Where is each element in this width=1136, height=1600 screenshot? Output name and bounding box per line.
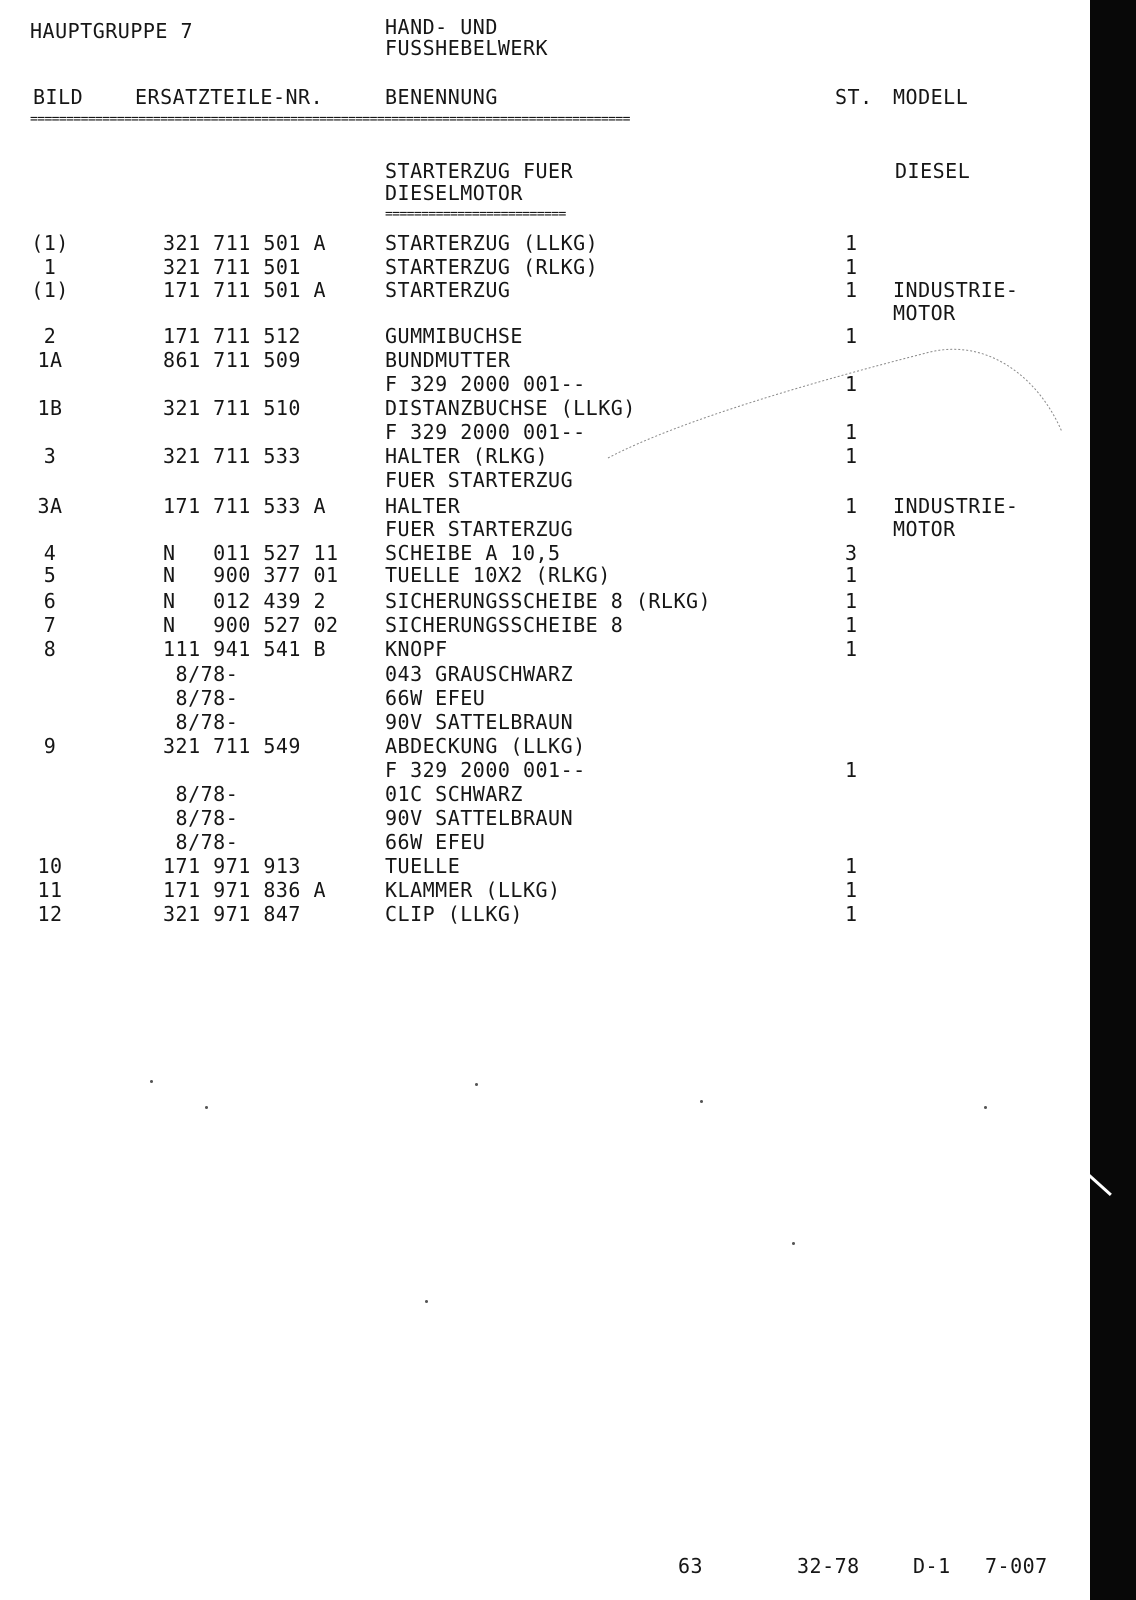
row-quantity: 1	[845, 324, 858, 348]
scan-speck	[700, 1100, 703, 1103]
row-quantity: 1	[845, 372, 858, 396]
row-quantity: 1	[845, 444, 858, 468]
row-quantity: 1	[845, 637, 858, 661]
row-name: STARTERZUG (LLKG)	[385, 231, 599, 255]
row-bild: (1)	[31, 278, 69, 302]
row-bild: 10	[37, 854, 63, 878]
row-name: F 329 2000 001--	[385, 758, 586, 782]
scan-speck	[205, 1106, 208, 1109]
row-name: FUER STARTERZUG	[385, 517, 574, 541]
column-header-model: MODELL	[893, 85, 969, 109]
row-name: ABDECKUNG (LLKG)	[385, 734, 586, 758]
scan-speck	[984, 1106, 987, 1109]
row-bild: 9	[43, 734, 57, 758]
row-name: F 329 2000 001--	[385, 420, 586, 444]
row-name: TUELLE 10X2 (RLKG)	[385, 563, 611, 587]
scan-speck	[475, 1083, 478, 1086]
row-model: INDUSTRIE-	[893, 494, 1019, 518]
row-name: GUMMIBUCHSE	[385, 324, 523, 348]
row-bild: 12	[37, 902, 63, 926]
row-part-number: 861 711 509	[163, 348, 301, 372]
column-header-name: BENENNUNG	[385, 85, 498, 109]
footer-code: D-1	[913, 1554, 951, 1578]
row-part-number: N 900 527 02	[163, 613, 339, 637]
row-quantity: 1	[845, 589, 858, 613]
row-quantity: 1	[845, 613, 858, 637]
row-name: HALTER (RLKG)	[385, 444, 549, 468]
row-name: 66W EFEU	[385, 686, 486, 710]
row-bild: 8	[43, 637, 57, 661]
row-name: TUELLE	[385, 854, 461, 878]
row-bild: 11	[37, 878, 63, 902]
row-quantity: 1	[845, 255, 858, 279]
row-name: KLAMMER (LLKG)	[385, 878, 561, 902]
row-bild: 6	[43, 589, 57, 613]
row-name: SICHERUNGSSCHEIBE 8 (RLKG)	[385, 589, 712, 613]
row-part-number: N 900 377 01	[163, 563, 339, 587]
row-part-number: 8/78-	[163, 782, 239, 806]
row-name: BUNDMUTTER	[385, 348, 511, 372]
group-title-line2: FUSSHEBELWERK	[385, 36, 549, 60]
row-part-number: 321 971 847	[163, 902, 301, 926]
footer-page-number: 63	[678, 1554, 704, 1578]
row-part-number: 171 711 533 A	[163, 494, 327, 518]
row-bild: 3A	[37, 494, 63, 518]
row-name: F 329 2000 001--	[385, 372, 586, 396]
row-bild: 3	[43, 444, 57, 468]
row-quantity: 1	[845, 563, 858, 587]
row-part-number: N 011 527 11	[163, 541, 339, 565]
row-quantity: 1	[845, 420, 858, 444]
row-bild: 1A	[37, 348, 63, 372]
row-part-number: 171 971 913	[163, 854, 301, 878]
footer-date: 32-78	[797, 1554, 860, 1578]
section-title-line2: DIESELMOTOR	[385, 181, 523, 205]
scan-speck	[150, 1080, 153, 1083]
row-name: SCHEIBE A 10,5	[385, 541, 561, 565]
row-quantity: 3	[845, 541, 858, 565]
section-title-line1: STARTERZUG FUER	[385, 159, 574, 183]
row-name: HALTER	[385, 494, 461, 518]
row-part-number: 321 711 549	[163, 734, 301, 758]
row-name: CLIP (LLKG)	[385, 902, 523, 926]
row-name: FUER STARTERZUG	[385, 468, 574, 492]
row-name: KNOPF	[385, 637, 448, 661]
column-header-quantity: ST.	[835, 85, 873, 109]
row-part-number: 8/78-	[163, 686, 239, 710]
row-quantity: 1	[845, 231, 858, 255]
header-rule: ===================================================================================	[30, 113, 630, 127]
scan-speck	[792, 1242, 795, 1245]
row-name: 90V SATTELBRAUN	[385, 806, 574, 830]
row-name: STARTERZUG (RLKG)	[385, 255, 599, 279]
row-part-number: 321 711 510	[163, 396, 301, 420]
row-quantity: 1	[845, 878, 858, 902]
row-part-number: 8/78-	[163, 806, 239, 830]
row-part-number: 321 711 501 A	[163, 231, 327, 255]
row-name: 90V SATTELBRAUN	[385, 710, 574, 734]
column-header-part-number: ERSATZTEILE-NR.	[135, 85, 324, 109]
row-bild: 2	[43, 324, 57, 348]
section-model: DIESEL	[895, 159, 971, 183]
row-part-number: 8/78-	[163, 830, 239, 854]
row-name: DISTANZBUCHSE (LLKG)	[385, 396, 636, 420]
row-bild: (1)	[31, 231, 69, 255]
footer-reference: 7-007	[985, 1554, 1048, 1578]
row-bild: 4	[43, 541, 57, 565]
row-bild: 1	[43, 255, 57, 279]
row-name: STARTERZUG	[385, 278, 511, 302]
row-bild: 7	[43, 613, 57, 637]
row-part-number: 111 941 541 B	[163, 637, 327, 661]
row-name: 01C SCHWARZ	[385, 782, 523, 806]
row-quantity: 1	[845, 758, 858, 782]
row-bild: 1B	[37, 396, 63, 420]
row-part-number: N 012 439 2	[163, 589, 327, 613]
scan-speck	[425, 1300, 428, 1303]
group-title-line1: HAND- UND	[385, 15, 498, 39]
scan-edge	[1090, 0, 1136, 1600]
section-underline: =========================	[385, 208, 566, 222]
row-part-number: 8/78-	[163, 710, 239, 734]
row-part-number: 8/78-	[163, 662, 239, 686]
row-quantity: 1	[845, 278, 858, 302]
main-group-label: HAUPTGRUPPE 7	[30, 19, 194, 43]
row-name: SICHERUNGSSCHEIBE 8	[385, 613, 624, 637]
row-model: INDUSTRIE-	[893, 278, 1019, 302]
row-quantity: 1	[845, 854, 858, 878]
row-model: MOTOR	[893, 301, 956, 325]
row-name: 66W EFEU	[385, 830, 486, 854]
row-part-number: 321 711 533	[163, 444, 301, 468]
row-part-number: 171 971 836 A	[163, 878, 327, 902]
row-model: MOTOR	[893, 517, 956, 541]
row-name: 043 GRAUSCHWARZ	[385, 662, 574, 686]
row-bild: 5	[43, 563, 57, 587]
row-quantity: 1	[845, 494, 858, 518]
row-quantity: 1	[845, 902, 858, 926]
row-part-number: 171 711 501 A	[163, 278, 327, 302]
row-part-number: 171 711 512	[163, 324, 301, 348]
row-part-number: 321 711 501	[163, 255, 301, 279]
column-header-bild: BILD	[33, 85, 84, 109]
